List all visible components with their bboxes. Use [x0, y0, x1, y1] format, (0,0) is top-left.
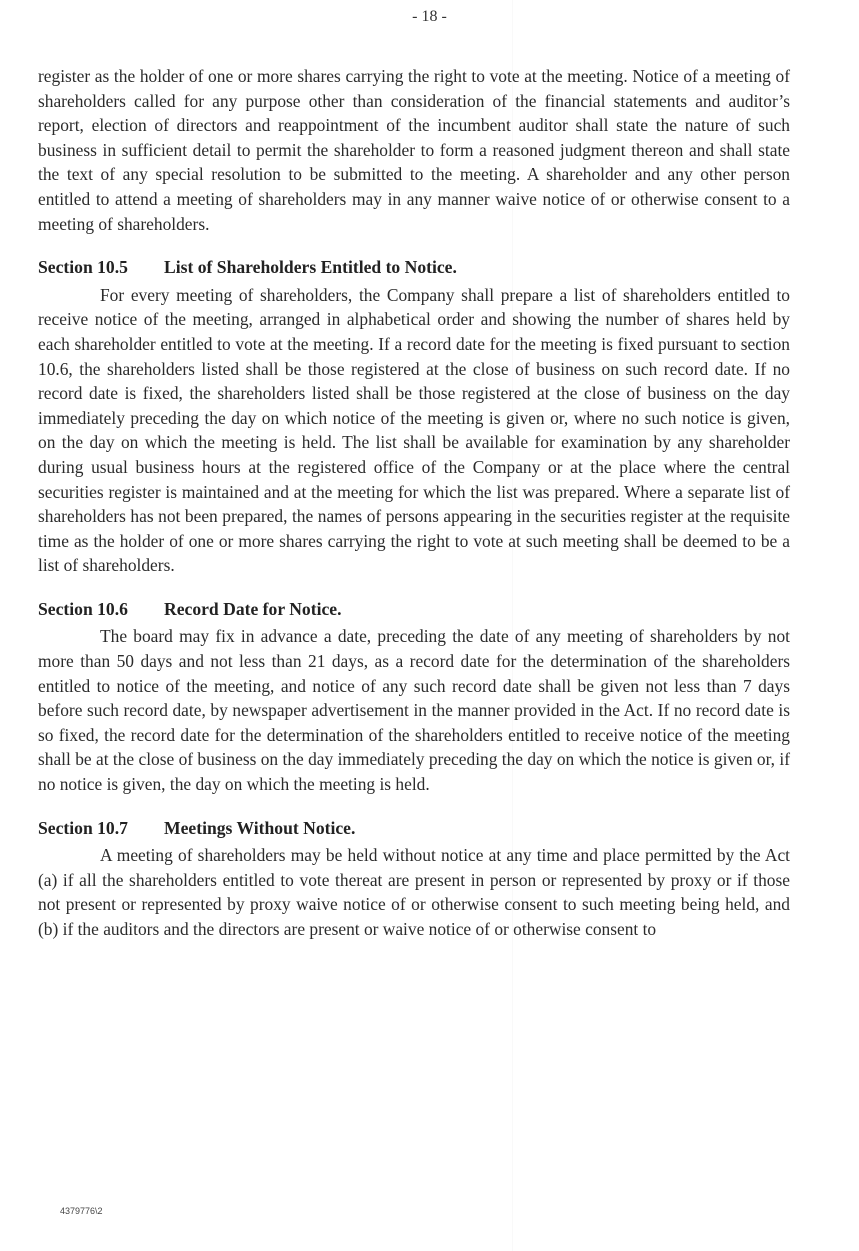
- section-10-7-body: A meeting of shareholders may be held without notice at any time and place permitted by the Act (a) if all the shareholders entitled to vote thereat are present in person or represented by proxy or if those not present or represented by proxy waive notice of or otherwise consent to such meeting being held, and (b) if the auditors and the directors are present or waive notice of or otherwise consent to: [38, 845, 790, 939]
- document-id: 4379776\2: [60, 1206, 103, 1216]
- section-10-5-heading: [38, 255, 790, 280]
- section-title: Record Date for Notice.: [164, 598, 342, 619]
- page-number: - 18 -: [412, 8, 447, 25]
- section-title: List of Shareholders Entitled to Notice.: [164, 257, 457, 278]
- section-10-7-heading: [38, 816, 790, 841]
- section-number: Section 10.7: [38, 817, 128, 838]
- intro-paragraph: register as the holder of one or more shares carrying the right to vote at the meeting. Notice of a meeting of shareholders called for any purpose other than consideration of the financial statements and auditor’s report, election of directors and reappointment of the incumbent auditor shall state the nature of such business in sufficient detail to permit the shareholder to form a reasoned judgment thereon and shall state the text of any special resolution to be submitted to the meeting. A shareholder and any other person entitled to attend a meeting of shareholders may in any manner waive notice of or otherwise consent to a meeting of shareholders.: [38, 66, 790, 234]
- section-number: Section 10.5: [38, 257, 128, 278]
- section-10-6-heading: [38, 597, 790, 622]
- section-10-6-body: The board may fix in advance a date, preceding the date of any meeting of shareholders by not more than 50 days and not less than 21 days, as a record date for the determination of the shareholders entitled to notice of the meeting, and notice of any such record date shall be given not less than 7 days before such record date, by newspaper advertisement in the manner provided in the Act. If no record date is so fixed, the record date for the determination of the shareholders entitled to receive notice of the meeting shall be at the close of business on the day immediately preceding the day on which the notice is given or, if no notice is given, the day on which the meeting is held.: [38, 626, 790, 795]
- section-number: Section 10.6: [38, 598, 128, 619]
- document-body: [38, 64, 790, 942]
- section-title: Meetings Without Notice.: [164, 817, 356, 838]
- section-10-5-body: For every meeting of shareholders, the Company shall prepare a list of shareholders entitled to receive notice of the meeting, arranged in alphabetical order and showing the number of shares held by each shareholder entitled to vote at the meeting. If a record date for the meeting is fixed pursuant to section 10.6, the shareholders listed shall be those registered at the close of business on such record date. If no record date is fixed, the shareholders listed shall be those registered at the close of business on the day immediately preceding the day on which notice of the meeting is given or, where no such notice is given, on the day on which the meeting is held. The list shall be available for examination by any shareholder during usual business hours at the registered office of the Company or at the place where the central securities register is maintained and at the meeting for which the list was prepared. Where a separate list of shareholders has not been prepared, the names of persons appearing in the securities register at the requisite time as the holder of one or more shares carrying the right to vote at such meeting shall be deemed to be a list of shareholders.: [38, 284, 790, 576]
